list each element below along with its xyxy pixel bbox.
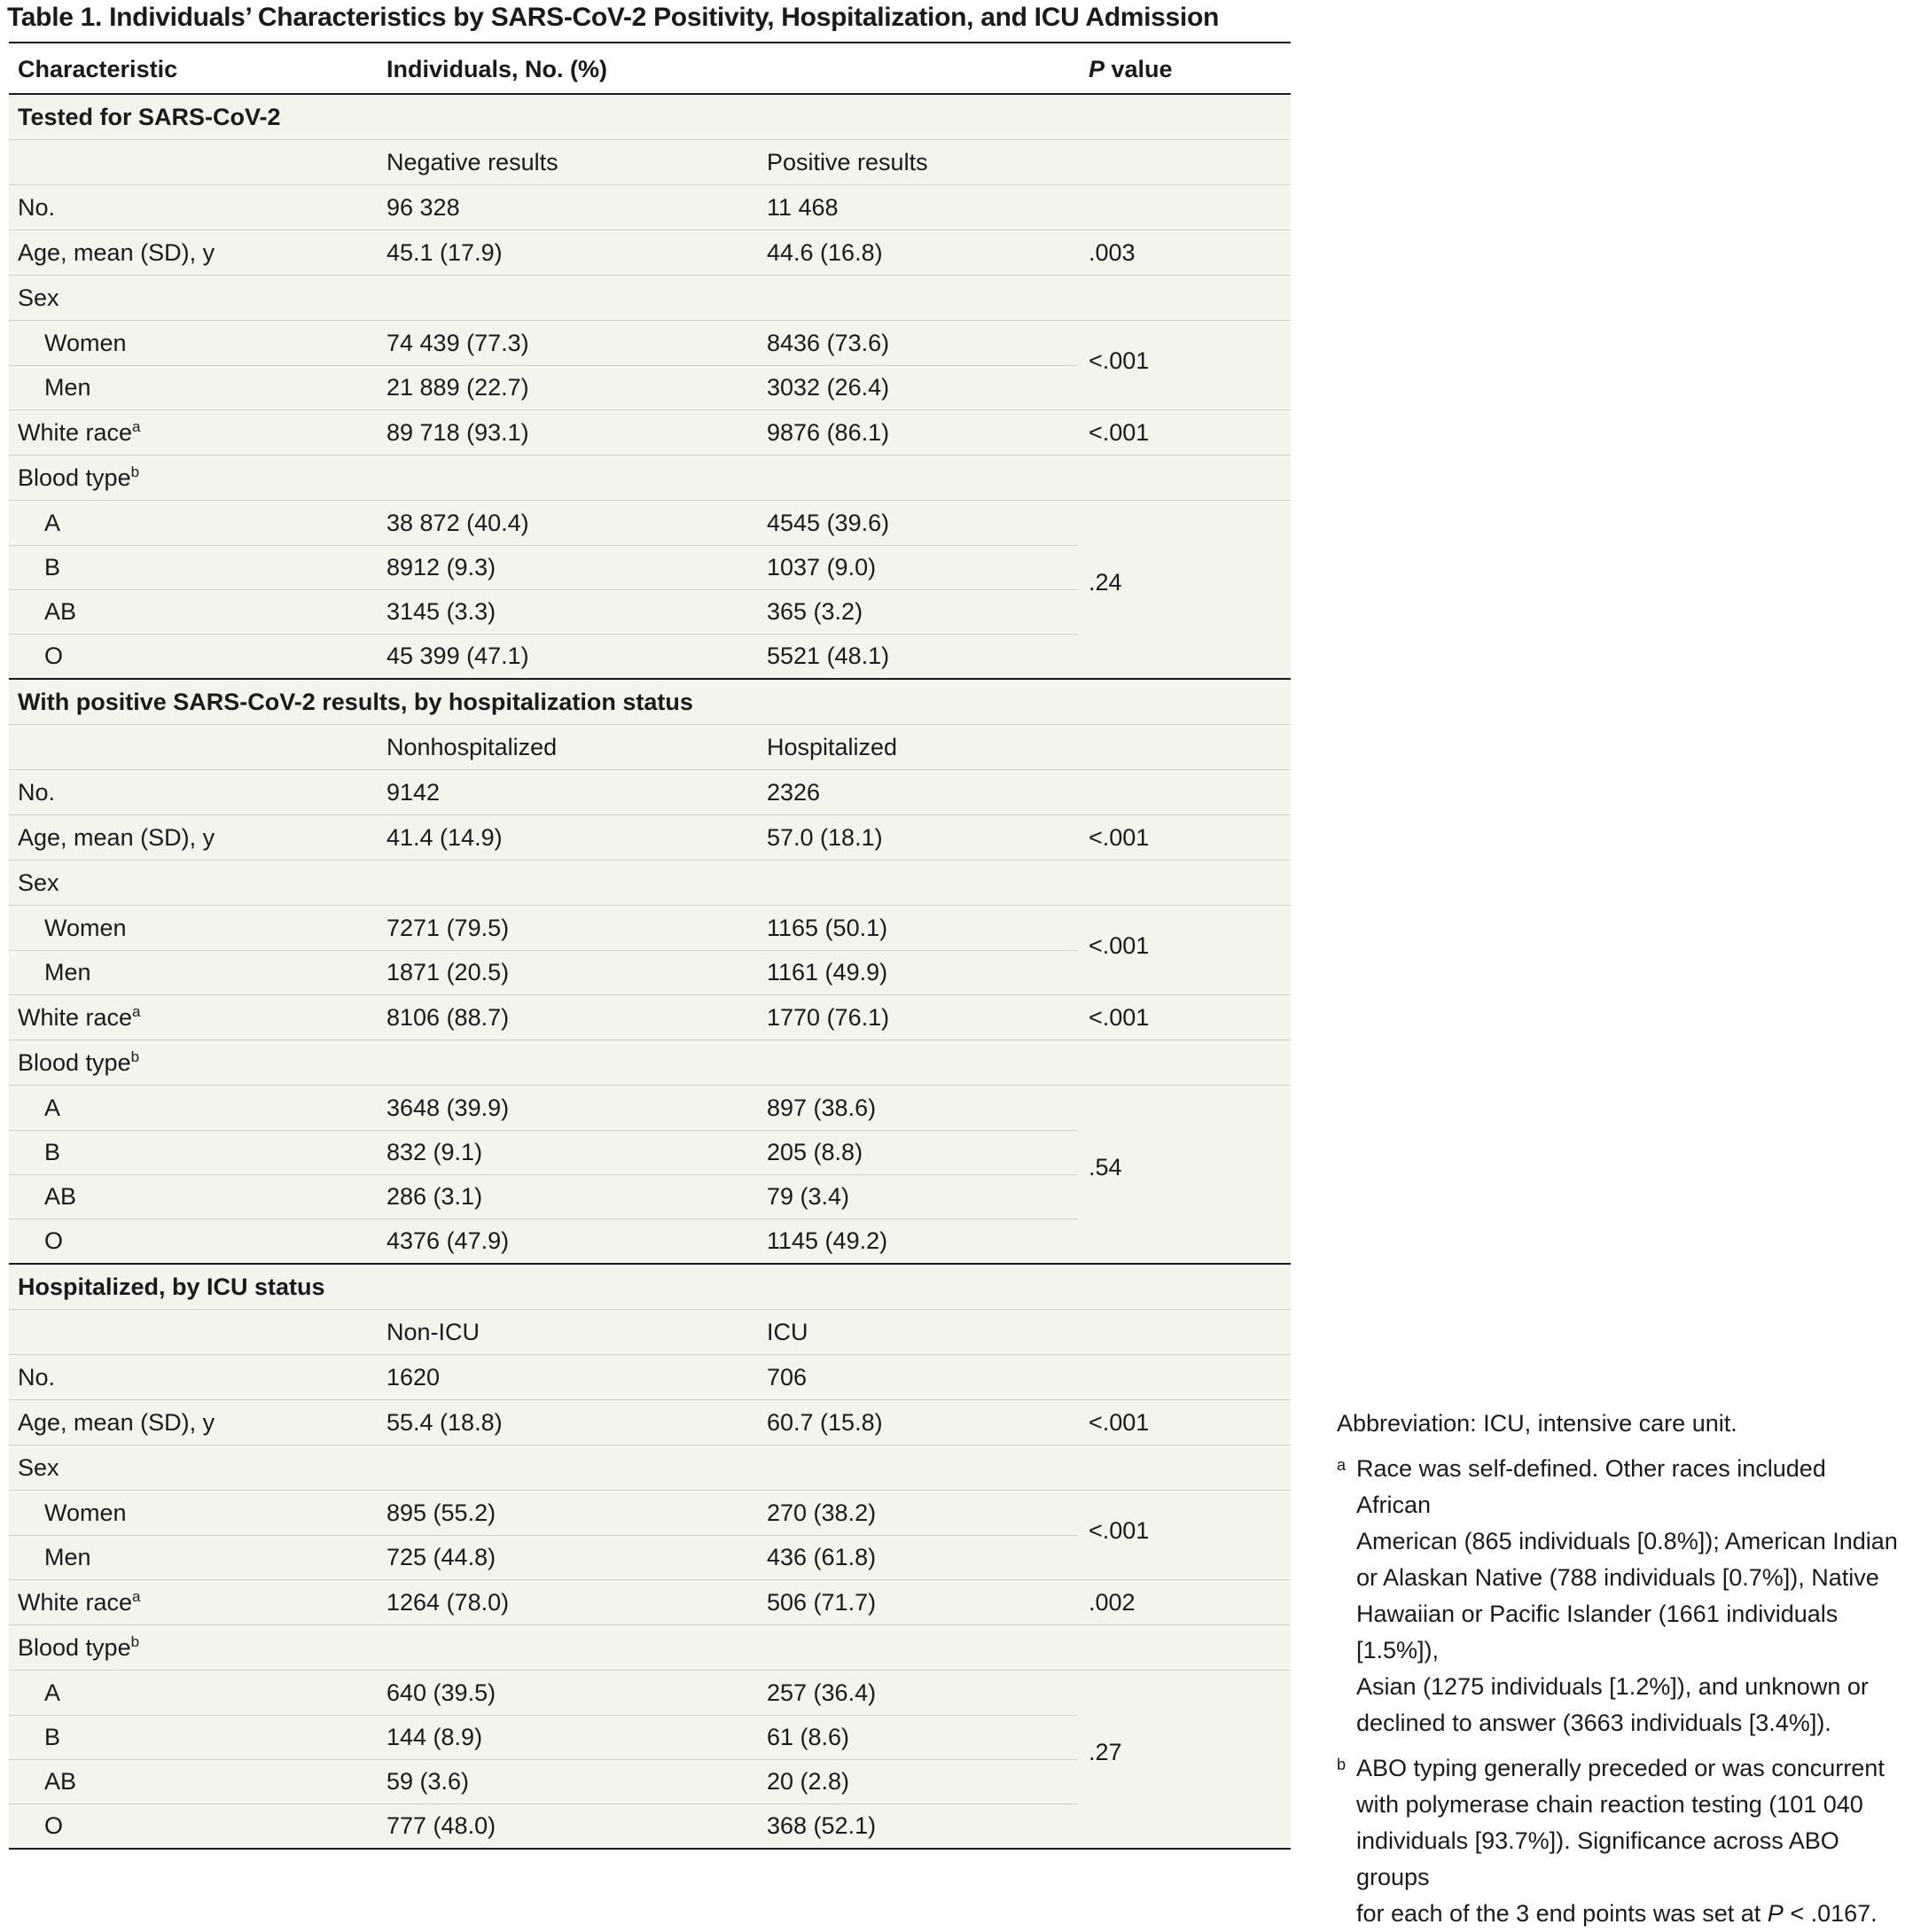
row-label [44,959,91,985]
row-label-text: Blood type [18,1634,131,1661]
row-label-text: White race [18,1004,133,1031]
row-label-text: No. [18,779,56,806]
row-label-text: White race [18,419,133,446]
row-label [44,915,127,941]
section-title: Hospitalized, by ICU status [18,1274,325,1300]
value-group-1: 144 (8.9) [387,1724,483,1750]
row-label [44,1139,60,1165]
footnote-b-last-prefix: for each of the 3 end points was set at [1356,1900,1768,1927]
footnote-b-line: individuals [93.7%]). Significance across ABO groups [1356,1827,1839,1890]
value-group-2: 57.0 (18.1) [767,824,883,851]
table-row [9,634,1291,678]
column-subheader-row [9,1309,1291,1354]
value-group-1: 41.4 (14.9) [387,824,503,851]
subheader-group-2: ICU [767,1319,808,1345]
value-group-2: 205 (8.8) [767,1139,863,1165]
value-group-1: 96 328 [387,194,460,221]
footnote-b-line: with polymerase chain reaction testing (101 040 [1356,1791,1863,1818]
section-title-row [9,1265,1291,1309]
row-label [18,824,215,851]
row-label-text: B [44,554,61,580]
table-section [9,678,1291,1263]
value-group-1: 832 (9.1) [387,1139,483,1165]
table-row [9,860,1291,905]
table-row [9,769,1291,814]
table-section [9,1263,1291,1848]
header-characteristic: Characteristic [18,56,178,82]
footnote-a-line: Hawaiian or Pacific Islander (1661 individuals [1.5%]), [1356,1601,1839,1663]
footnote-b-p-letter: P [1767,1900,1784,1927]
data-table [9,42,1291,1850]
p-value-sex: <.001 [1089,1517,1150,1544]
value-group-2: 3032 (26.4) [767,374,890,401]
value-group-1: 286 (3.1) [387,1183,483,1210]
value-group-2: 61 (8.6) [767,1724,850,1750]
row-label-text: Sex [18,1454,59,1481]
row-label-text: Men [44,1544,91,1570]
value-group-2: 1145 (49.2) [767,1227,888,1254]
p-value: <.001 [1089,1004,1150,1031]
footnote-marker: a [132,1588,141,1605]
table-row [9,409,1291,455]
value-group-1: 38 872 (40.4) [387,510,529,536]
footnote-marker: b [130,464,140,480]
value-group-2: 1165 (50.1) [767,915,888,941]
p-value: .002 [1089,1589,1136,1616]
value-group-2: 257 (36.4) [767,1679,877,1706]
row-label-text: Men [44,959,91,985]
table-row [9,1040,1291,1085]
value-group-2: 60.7 (15.8) [767,1409,883,1436]
value-group-1: 4376 (47.9) [387,1227,510,1254]
row-label [18,194,55,221]
subheader-group-1: Negative results [387,149,558,175]
row-label-text: O [44,643,64,669]
value-group-1: 1264 (78.0) [387,1589,510,1616]
table-row [9,230,1291,275]
section-title: With positive SARS-CoV-2 results, by hospitalization status [18,689,693,715]
value-group-1: 9142 [387,779,441,806]
value-group-1: 45.1 (17.9) [387,239,503,266]
row-label [18,1049,139,1076]
row-label-text: Women [44,915,127,941]
p-value-sex: <.001 [1089,932,1150,959]
table-row [9,1354,1291,1399]
footnote-a-line: Race was self-defined. Other races included African [1356,1455,1826,1518]
footnote-marker: a [132,1003,141,1020]
row-label-text: Blood type [18,1049,131,1076]
value-group-1: 89 718 (93.1) [387,419,529,446]
row-label-text: Age, mean (SD), y [18,1409,215,1436]
subheader-group-1: Non-ICU [387,1319,480,1345]
row-label [18,779,55,806]
footnote-b-last-suffix: < .0167. [1783,1900,1878,1927]
header-p-letter: P [1089,56,1105,82]
row-label [18,239,215,266]
p-value-blood-type: .54 [1089,1154,1122,1180]
table-row [9,1085,1291,1130]
row-label [44,510,60,536]
row-label [44,330,127,356]
row-label [18,1409,215,1436]
value-group-2: 436 (61.8) [767,1544,877,1570]
table-row [9,1579,1291,1624]
value-group-1: 7271 (79.5) [387,915,510,941]
p-value-blood-type: .24 [1089,569,1122,596]
row-label-text: Sex [18,284,59,311]
table-row [9,184,1291,230]
table-row [9,814,1291,860]
value-group-2: 2326 [767,779,821,806]
row-label [18,1589,141,1616]
row-label [18,1454,59,1481]
row-label-text: Women [44,330,127,356]
row-label-text: No. [18,1364,56,1391]
row-label-text: O [44,1227,64,1254]
row-label [44,598,76,625]
row-label-text: No. [18,194,56,221]
table-row [9,994,1291,1040]
value-group-1: 725 (44.8) [387,1544,496,1570]
value-group-2: 1037 (9.0) [767,554,877,580]
row-label-text: B [44,1724,61,1750]
row-label-text: Women [44,1500,127,1526]
table-row [9,1624,1291,1670]
row-label-text: A [44,510,61,536]
footnote-a [1337,1451,1904,1741]
row-label-text: Men [44,374,91,401]
value-group-1: 74 439 (77.3) [387,330,529,356]
row-label [44,1095,60,1121]
table-row [9,500,1291,545]
value-group-2: 1770 (76.1) [767,1004,890,1031]
row-label-text: White race [18,1589,133,1616]
value-group-2: 9876 (86.1) [767,419,890,446]
table-body [9,95,1291,1848]
row-label-text: AB [44,1768,77,1795]
value-group-2: 44.6 (16.8) [767,239,883,266]
row-label [44,1724,60,1750]
section-title-row [9,680,1291,724]
section-title: Tested for SARS-CoV-2 [18,104,281,130]
value-group-2: 5521 (48.1) [767,643,890,669]
value-group-2: 1161 (49.9) [767,959,888,985]
row-label-text: O [44,1812,64,1839]
row-label [18,464,139,491]
value-group-1: 640 (39.5) [387,1679,496,1706]
row-label [44,374,91,401]
value-group-1: 777 (48.0) [387,1812,496,1839]
table-row [9,455,1291,500]
header-individuals: Individuals, No. (%) [387,56,608,82]
row-label [44,643,63,669]
row-label [44,554,60,580]
value-group-2: 706 [767,1364,808,1391]
footnote-b [1337,1750,1904,1932]
row-label [18,1364,55,1391]
table-row [9,1445,1291,1490]
value-group-1: 45 399 (47.1) [387,643,529,669]
value-group-1: 3648 (39.9) [387,1095,510,1121]
row-label-text: AB [44,1183,77,1210]
row-label [44,1544,91,1570]
row-label-text: A [44,1095,61,1121]
subheader-group-1: Nonhospitalized [387,734,558,760]
value-group-2: 20 (2.8) [767,1768,850,1795]
value-group-2: 270 (38.2) [767,1500,877,1526]
value-group-1: 8912 (9.3) [387,554,496,580]
p-value: <.001 [1089,419,1150,446]
value-group-2: 897 (38.6) [767,1095,877,1121]
footnote-a-line: or Alaskan Native (788 individuals [0.7%]), Native [1356,1564,1879,1591]
row-label [18,869,59,896]
p-value-blood-type: .27 [1089,1739,1122,1765]
footnote-marker: a [132,418,141,435]
row-label [18,1004,141,1031]
table-row [9,1803,1291,1848]
row-label [18,419,141,446]
table-footnotes [1337,1406,1904,1932]
value-group-1: 8106 (88.7) [387,1004,510,1031]
p-value-sex: <.001 [1089,347,1150,374]
row-label-text: Age, mean (SD), y [18,239,215,266]
p-value: <.001 [1089,824,1150,851]
value-group-1: 1620 [387,1364,441,1391]
row-label-text: AB [44,598,77,625]
row-label [18,1634,139,1661]
row-label [44,1500,127,1526]
table-row [9,1399,1291,1445]
table-header-row [9,43,1291,95]
row-label [44,1679,60,1706]
row-label [44,1183,76,1210]
footnote-a-line: Asian (1275 individuals [1.2%]), and unknown or [1356,1673,1869,1700]
subheader-group-2: Positive results [767,149,928,175]
value-group-1: 55.4 (18.8) [387,1409,503,1436]
footnote-a-line: declined to answer (3663 individuals [3.4%]). [1356,1710,1831,1736]
value-group-1: 3145 (3.3) [387,598,496,625]
value-group-2: 368 (52.1) [767,1812,877,1839]
value-group-1: 1871 (20.5) [387,959,510,985]
row-label [44,1768,76,1795]
value-group-2: 8436 (73.6) [767,330,890,356]
footnote-marker: b [130,1633,140,1650]
row-label-text: A [44,1679,61,1706]
row-label-text: Age, mean (SD), y [18,824,215,851]
column-subheader-row [9,139,1291,184]
table-row [9,1670,1291,1715]
header-p-rest: value [1105,56,1173,82]
row-label-text: B [44,1139,61,1165]
row-label [44,1812,63,1839]
row-label-text: Blood type [18,464,131,491]
table-title: Table 1. Individuals’ Characteristics by SARS-CoV-2 Positivity, Hospitalization, and ICU Admission [7,3,1220,32]
value-group-2: 365 (3.2) [767,598,863,625]
value-group-1: 895 (55.2) [387,1500,496,1526]
abbreviation-note: Abbreviation: ICU, intensive care unit. [1337,1410,1737,1437]
row-label-text: Sex [18,869,59,896]
table-row [9,275,1291,320]
column-subheader-row [9,724,1291,769]
footnote-b-marker: b [1337,1756,1347,1773]
value-group-2: 4545 (39.6) [767,510,890,536]
value-group-1: 59 (3.6) [387,1768,470,1795]
row-label [44,1227,63,1254]
table-section [9,95,1291,678]
footnote-b-line: ABO typing generally preceded or was concurrent [1356,1755,1885,1781]
p-value: .003 [1089,239,1136,266]
footnote-a-marker: a [1337,1456,1347,1474]
header-p-value [1089,56,1173,83]
p-value: <.001 [1089,1409,1150,1436]
value-group-2: 11 468 [767,194,839,221]
footnote-a-line: American (865 individuals [0.8%]); American Indian [1356,1528,1898,1554]
value-group-2: 506 (71.7) [767,1589,877,1616]
footnote-b-line [1356,1896,1904,1932]
table-row [9,1219,1291,1263]
value-group-2: 79 (3.4) [767,1183,850,1210]
value-group-1: 21 889 (22.7) [387,374,529,401]
section-title-row [9,95,1291,139]
row-label [18,284,59,311]
footnote-marker: b [130,1048,140,1065]
subheader-group-2: Hospitalized [767,734,898,760]
